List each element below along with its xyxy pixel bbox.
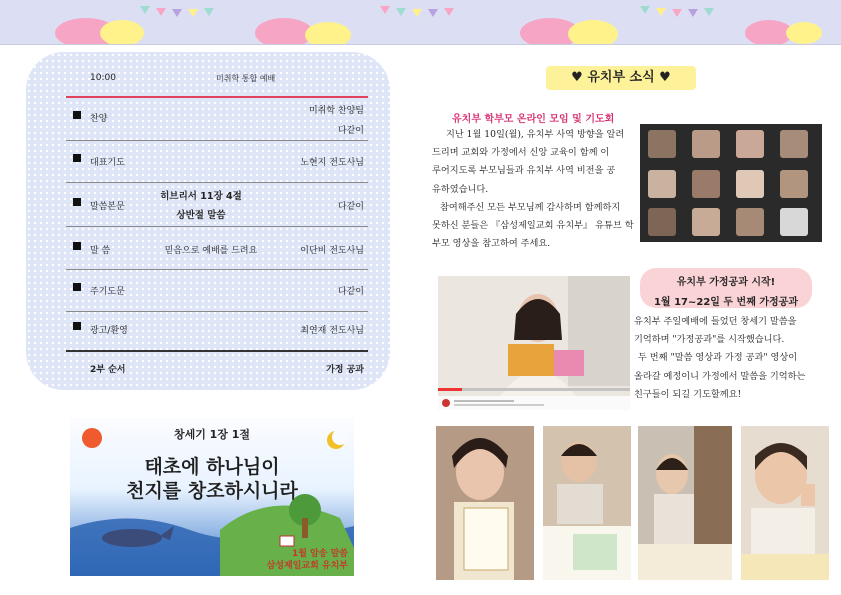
whale-icon: [102, 529, 162, 547]
section1-line: 부모 영상을 참고하여 주세요.: [432, 238, 551, 250]
row-label: 주기도문: [90, 287, 125, 297]
row-value: 다같이: [337, 287, 364, 297]
schedule-line: [66, 269, 368, 270]
bullet-square-icon: [73, 283, 81, 291]
service-title: 미취학 통합 예배: [216, 74, 276, 83]
bullet-square-icon: [73, 322, 81, 330]
row-label: 말 씀: [90, 246, 111, 256]
child-photo-3: [638, 426, 732, 580]
row-leader: 미취학 찬양팀: [308, 106, 364, 116]
part2-label: 2부 순서: [90, 365, 126, 375]
header-divider: [0, 44, 841, 45]
row-label: 대표기도: [90, 158, 125, 168]
video-metadata-bar: [438, 396, 630, 410]
header-banner: [0, 0, 841, 44]
teacher-video-thumbnail[interactable]: [438, 276, 630, 396]
schedule-line: [66, 350, 368, 352]
verse-church-note: 삼성제일교회 유치부: [266, 561, 348, 571]
child-photo-1: [436, 426, 534, 580]
section2-line: 두 번째 "말씀 영상과 가정 공과" 영상이: [638, 352, 798, 364]
scripture-part: 상반절 말씀: [176, 210, 226, 221]
section1-line: 드리며 교회와 가정에서 신앙 교육이 함께 이: [432, 147, 610, 159]
bullet-square-icon: [73, 111, 81, 119]
row-label: 광고/환영: [90, 326, 128, 336]
part2-value: 가정 공과: [326, 365, 364, 375]
row-label: 말씀본문: [90, 202, 125, 212]
bullet-square-icon: [73, 198, 81, 206]
row-value: 최연재 전도사님: [300, 326, 364, 336]
section2-line: 올라갈 예정이니 가정에서 말씀을 기억하는: [634, 370, 806, 382]
bullet-square-icon: [73, 154, 81, 162]
section1-body: [432, 126, 638, 253]
child-photo-2: [543, 426, 631, 580]
section2-line: 기억하며 "가정공과"를 시작했습니다.: [634, 334, 785, 346]
section2-title-2: 1월 17~22일 두 번째 가정공과: [653, 297, 799, 308]
verse-line-2: 천지를 창조하시니라: [126, 480, 298, 502]
sermon-title: 믿음으로 예배를 드려요: [164, 246, 258, 256]
row-value: 이단비 전도사님: [300, 246, 364, 256]
section1-line: 루어지도록 부모님들과 유치부 사역 비전을 공: [432, 165, 616, 177]
schedule-line: [66, 182, 368, 183]
news-title: ♥ 유치부 소식 ♥: [546, 66, 696, 90]
row-value: 다같이: [337, 202, 364, 212]
service-time: 10:00: [90, 73, 116, 83]
section2-line: 유치부 주일예배에 들었던 창세기 말씀을: [634, 316, 797, 327]
scripture-ref: 히브리서 11장 4절: [160, 191, 242, 202]
bullet-square-icon: [73, 242, 81, 250]
section1-title: 유치부 학부모 온라인 모임 및 기도회: [452, 114, 615, 125]
section1-line: 참여해주신 모든 부모님께 감사하며 함께하지: [440, 201, 621, 213]
verse-line-1: 태초에 하나님이: [144, 456, 280, 478]
memory-verse-image: [70, 418, 354, 576]
section1-line: 못하신 분들은 『삼성제일교회 유치부』 유튜브 학: [432, 220, 634, 232]
row-label: 찬양: [90, 114, 108, 124]
verse-month-note: 1월 암송 말씀: [292, 549, 348, 559]
section1-line: 유하였습니다.: [432, 183, 489, 195]
schedule-line: [66, 226, 368, 227]
online-meeting-photo: [640, 124, 822, 242]
bible-icon: [280, 536, 294, 546]
channel-avatar: [442, 399, 450, 407]
section2-line: 친구들이 되길 기도할께요!: [634, 388, 742, 400]
section2-body: [634, 313, 824, 404]
row-value: 다같이: [337, 126, 364, 136]
section1-line: 지난 1월 10일(월), 유치부 사역 방향을 알려: [446, 129, 625, 140]
schedule-red-line: [66, 96, 368, 98]
child-photo-4: [741, 426, 829, 580]
verse-reference: 창세기 1장 1절: [173, 428, 251, 441]
row-value: 노현지 전도사님: [300, 158, 364, 168]
schedule-line: [66, 311, 368, 312]
schedule-line: [66, 140, 368, 141]
section2-title-1: 유치부 가정공과 시작!: [676, 277, 776, 288]
video-frame: [438, 276, 630, 396]
